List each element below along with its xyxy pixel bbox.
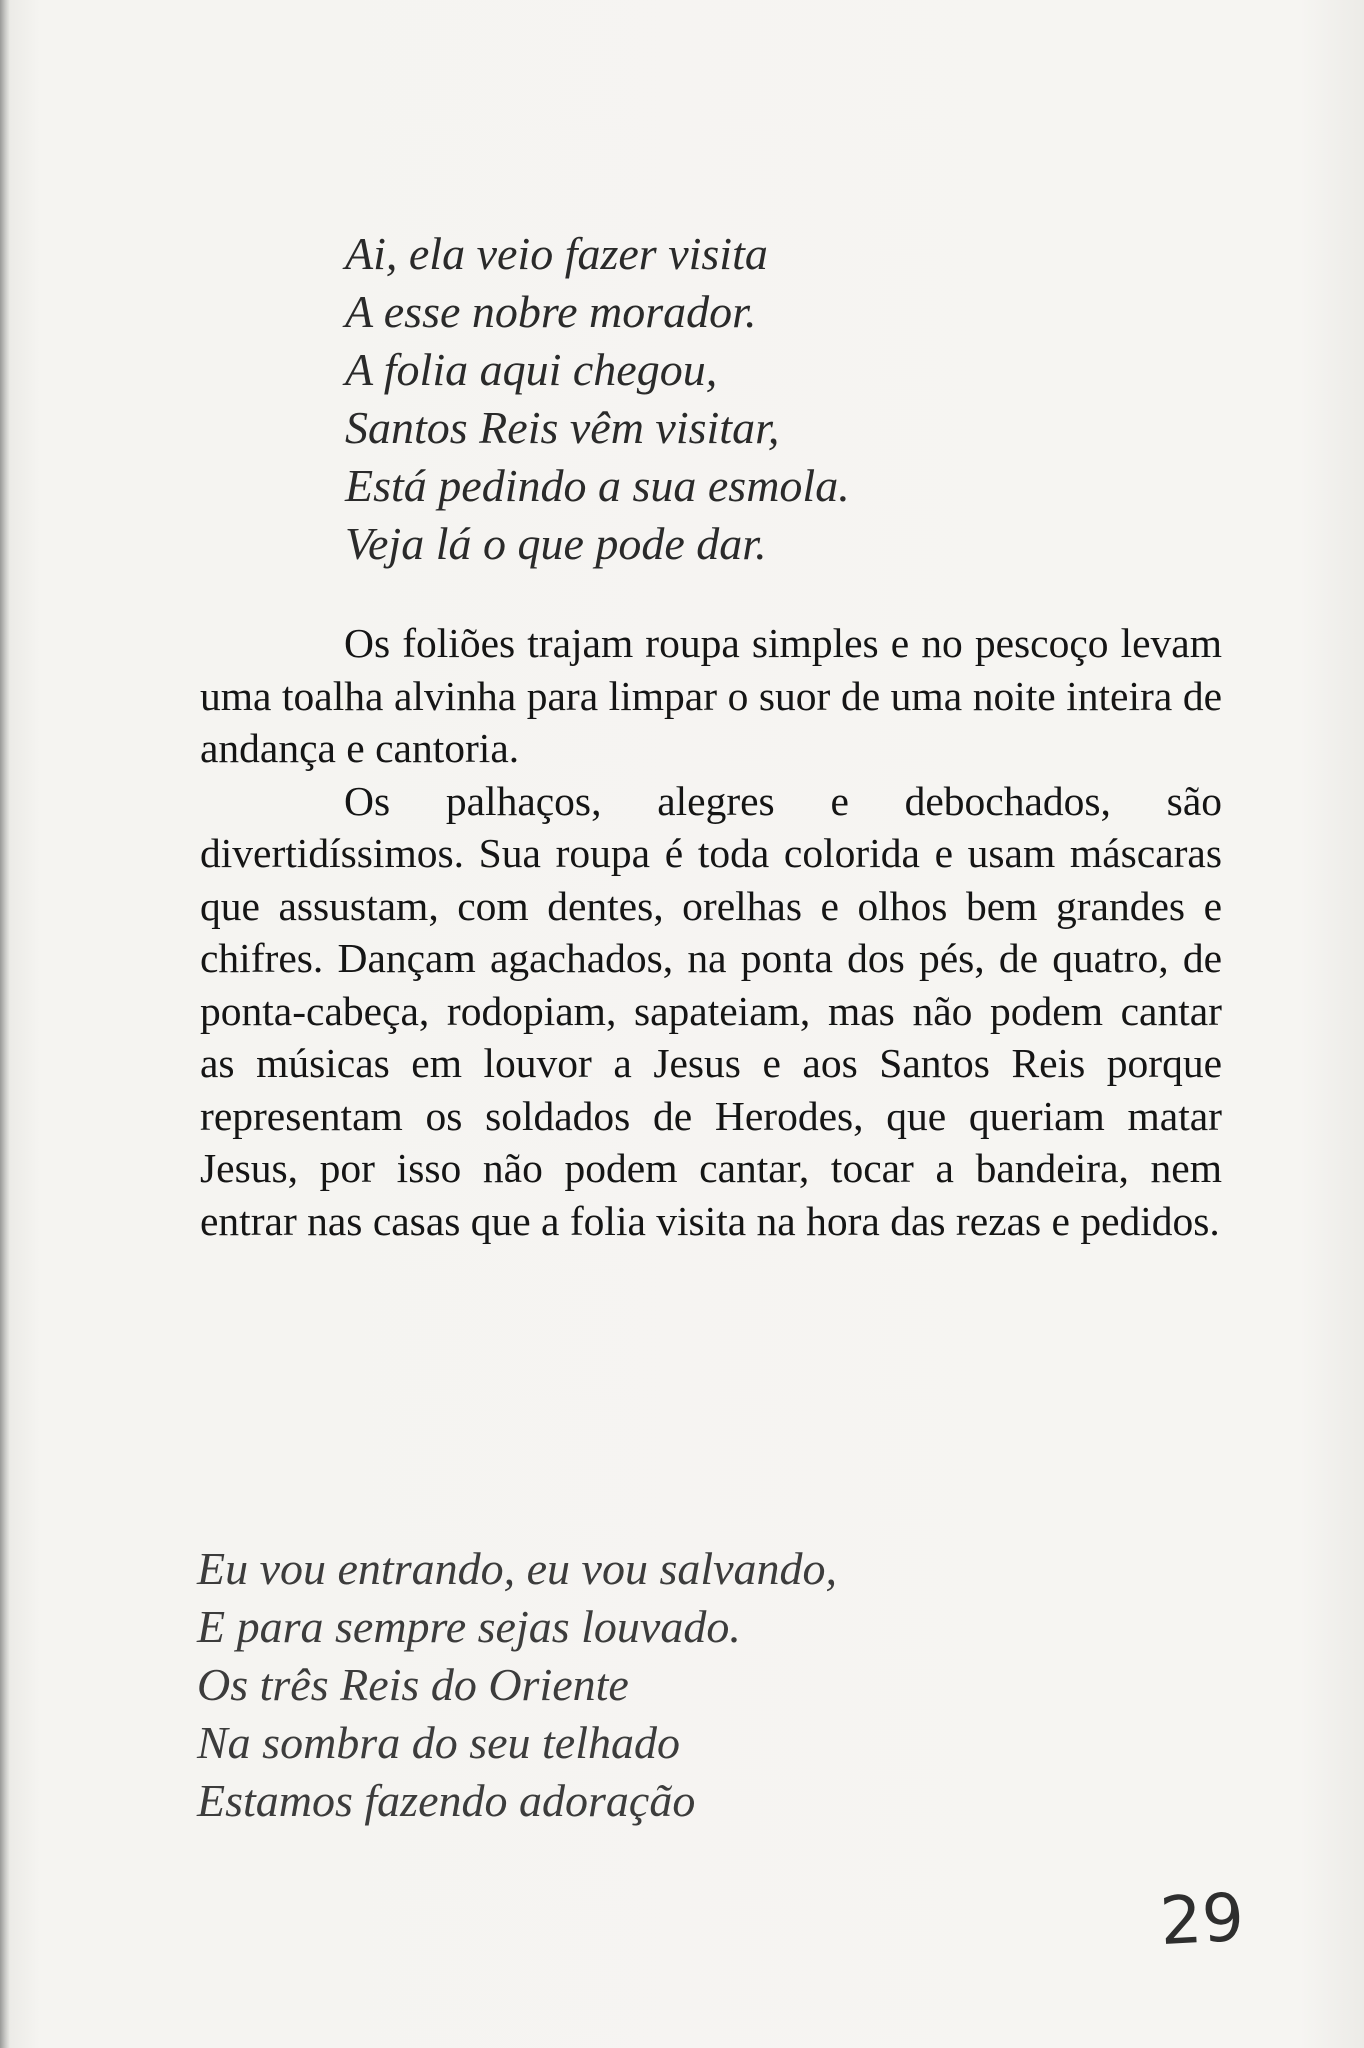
paragraph-folioes: Os foliões trajam roupa simples e no pescoço levam uma toalha alvinha para limpar o suor de uma noite inteira de andança e cantoria. [200,620,1222,771]
verse-line: A esse nobre morador. [345,286,757,337]
paragraph-palhacos: Os palhaços, alegres e debochados, são divertidíssimos. Sua roupa é toda colorida e usam máscaras que assustam, com dentes, orelhas e olhos bem grandes e chifres. Dançam agachados, na ponta dos pés, de quatro, de ponta-cabeça, rodopiam, sapateiam, mas não podem cantar as músicas em louvor a Jesus e aos Santos Reis porque representam os soldados de Herodes, que queriam matar Jesus, por isso não podem cantar, tocar a bandeira, nem entrar nas casas que a folia visita na hora das rezas e pedidos. [200,777,1222,1244]
verse-line: Estamos fazendo adoração [197,1775,696,1826]
verse-line: Ai, ela veio fazer visita [345,228,768,279]
verse-line: Eu vou entrando, eu vou salvando, [197,1543,838,1594]
verse-bottom [197,1540,837,1830]
verse-top [345,225,850,573]
page-binding-edge [0,0,10,2048]
verse-line: Na sombra do seu telhado [197,1717,680,1768]
verse-line: E para sempre sejas louvado. [197,1601,741,1652]
verse-line: Os três Reis do Oriente [197,1659,629,1710]
prose-body [200,617,1222,1247]
verse-line: Veja lá o que pode dar. [345,518,767,569]
verse-line: Santos Reis vêm visitar, [345,402,780,453]
verse-line: A folia aqui chegou, [345,344,718,395]
verse-line: Está pedindo a sua esmola. [345,460,850,511]
page-number: 29 [1158,1878,1246,1961]
